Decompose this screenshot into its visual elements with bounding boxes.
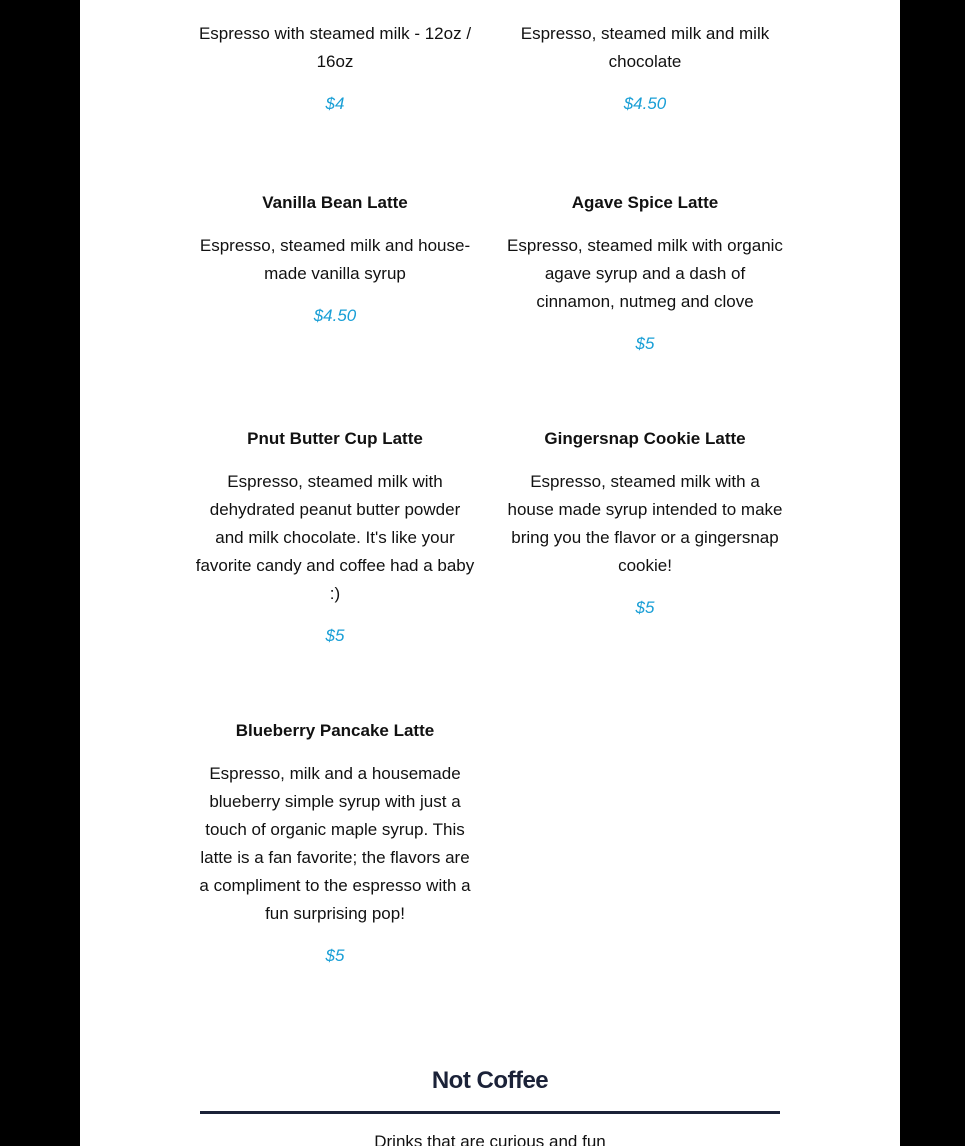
item-price: $4.50 [623, 94, 667, 113]
section-subtitle: Drinks that are curious and fun [374, 1132, 606, 1146]
item-description: Espresso, steamed milk with organic agave syrup and a dash of cinnamon, nutmeg and clove [507, 236, 783, 311]
item-description: Espresso, steamed milk and house-made vanilla syrup [199, 236, 471, 283]
section-title: Not Coffee [431, 1067, 549, 1094]
menu-item-latte [195, 0, 475, 115]
item-price: $4.50 [313, 306, 357, 325]
item-name: Pnut Butter Cup Latte [247, 429, 423, 448]
item-price: $5 [325, 946, 345, 965]
menu-item-gingersnap-cookie-latte [505, 428, 785, 619]
item-price: $4 [325, 94, 345, 113]
item-description: Espresso with steamed milk - 12oz / 16oz [198, 24, 472, 71]
item-name [505, 0, 785, 2]
menu-item-vanilla-bean-latte [195, 192, 475, 327]
menu-page [80, 0, 900, 1146]
item-name: Gingersnap Cookie Latte [544, 429, 746, 448]
item-name: Agave Spice Latte [571, 193, 719, 212]
item-name: Vanilla Bean Latte [262, 193, 408, 212]
item-description: Espresso, steamed milk with a house made syrup intended to make bring you the flavor or a gingersnap cookie! [507, 472, 783, 575]
item-name: Blueberry Pancake Latte [235, 721, 435, 740]
item-description: Espresso, steamed milk and milk chocolate [520, 24, 770, 71]
item-price: $5 [325, 626, 345, 645]
item-price: $5 [635, 598, 655, 617]
section-divider [200, 1111, 780, 1114]
menu-item-agave-spice-latte [505, 192, 785, 355]
menu-item-blueberry-pancake-latte [195, 720, 475, 967]
item-name [195, 0, 475, 2]
item-price: $5 [635, 334, 655, 353]
menu-item-pnut-butter-cup-latte [195, 428, 475, 647]
item-description: Espresso, milk and a housemade blueberry simple syrup with just a touch of organic maple syrup. This latte is a fan favorite; the flavors are a compliment to the espresso with a fun surprising pop! [199, 764, 471, 923]
item-description: Espresso, steamed milk with dehydrated peanut butter powder and milk chocolate. It's like your favorite candy and coffee had a baby :) [195, 472, 475, 603]
menu-item-milk-chocolate-mocha [505, 0, 785, 115]
